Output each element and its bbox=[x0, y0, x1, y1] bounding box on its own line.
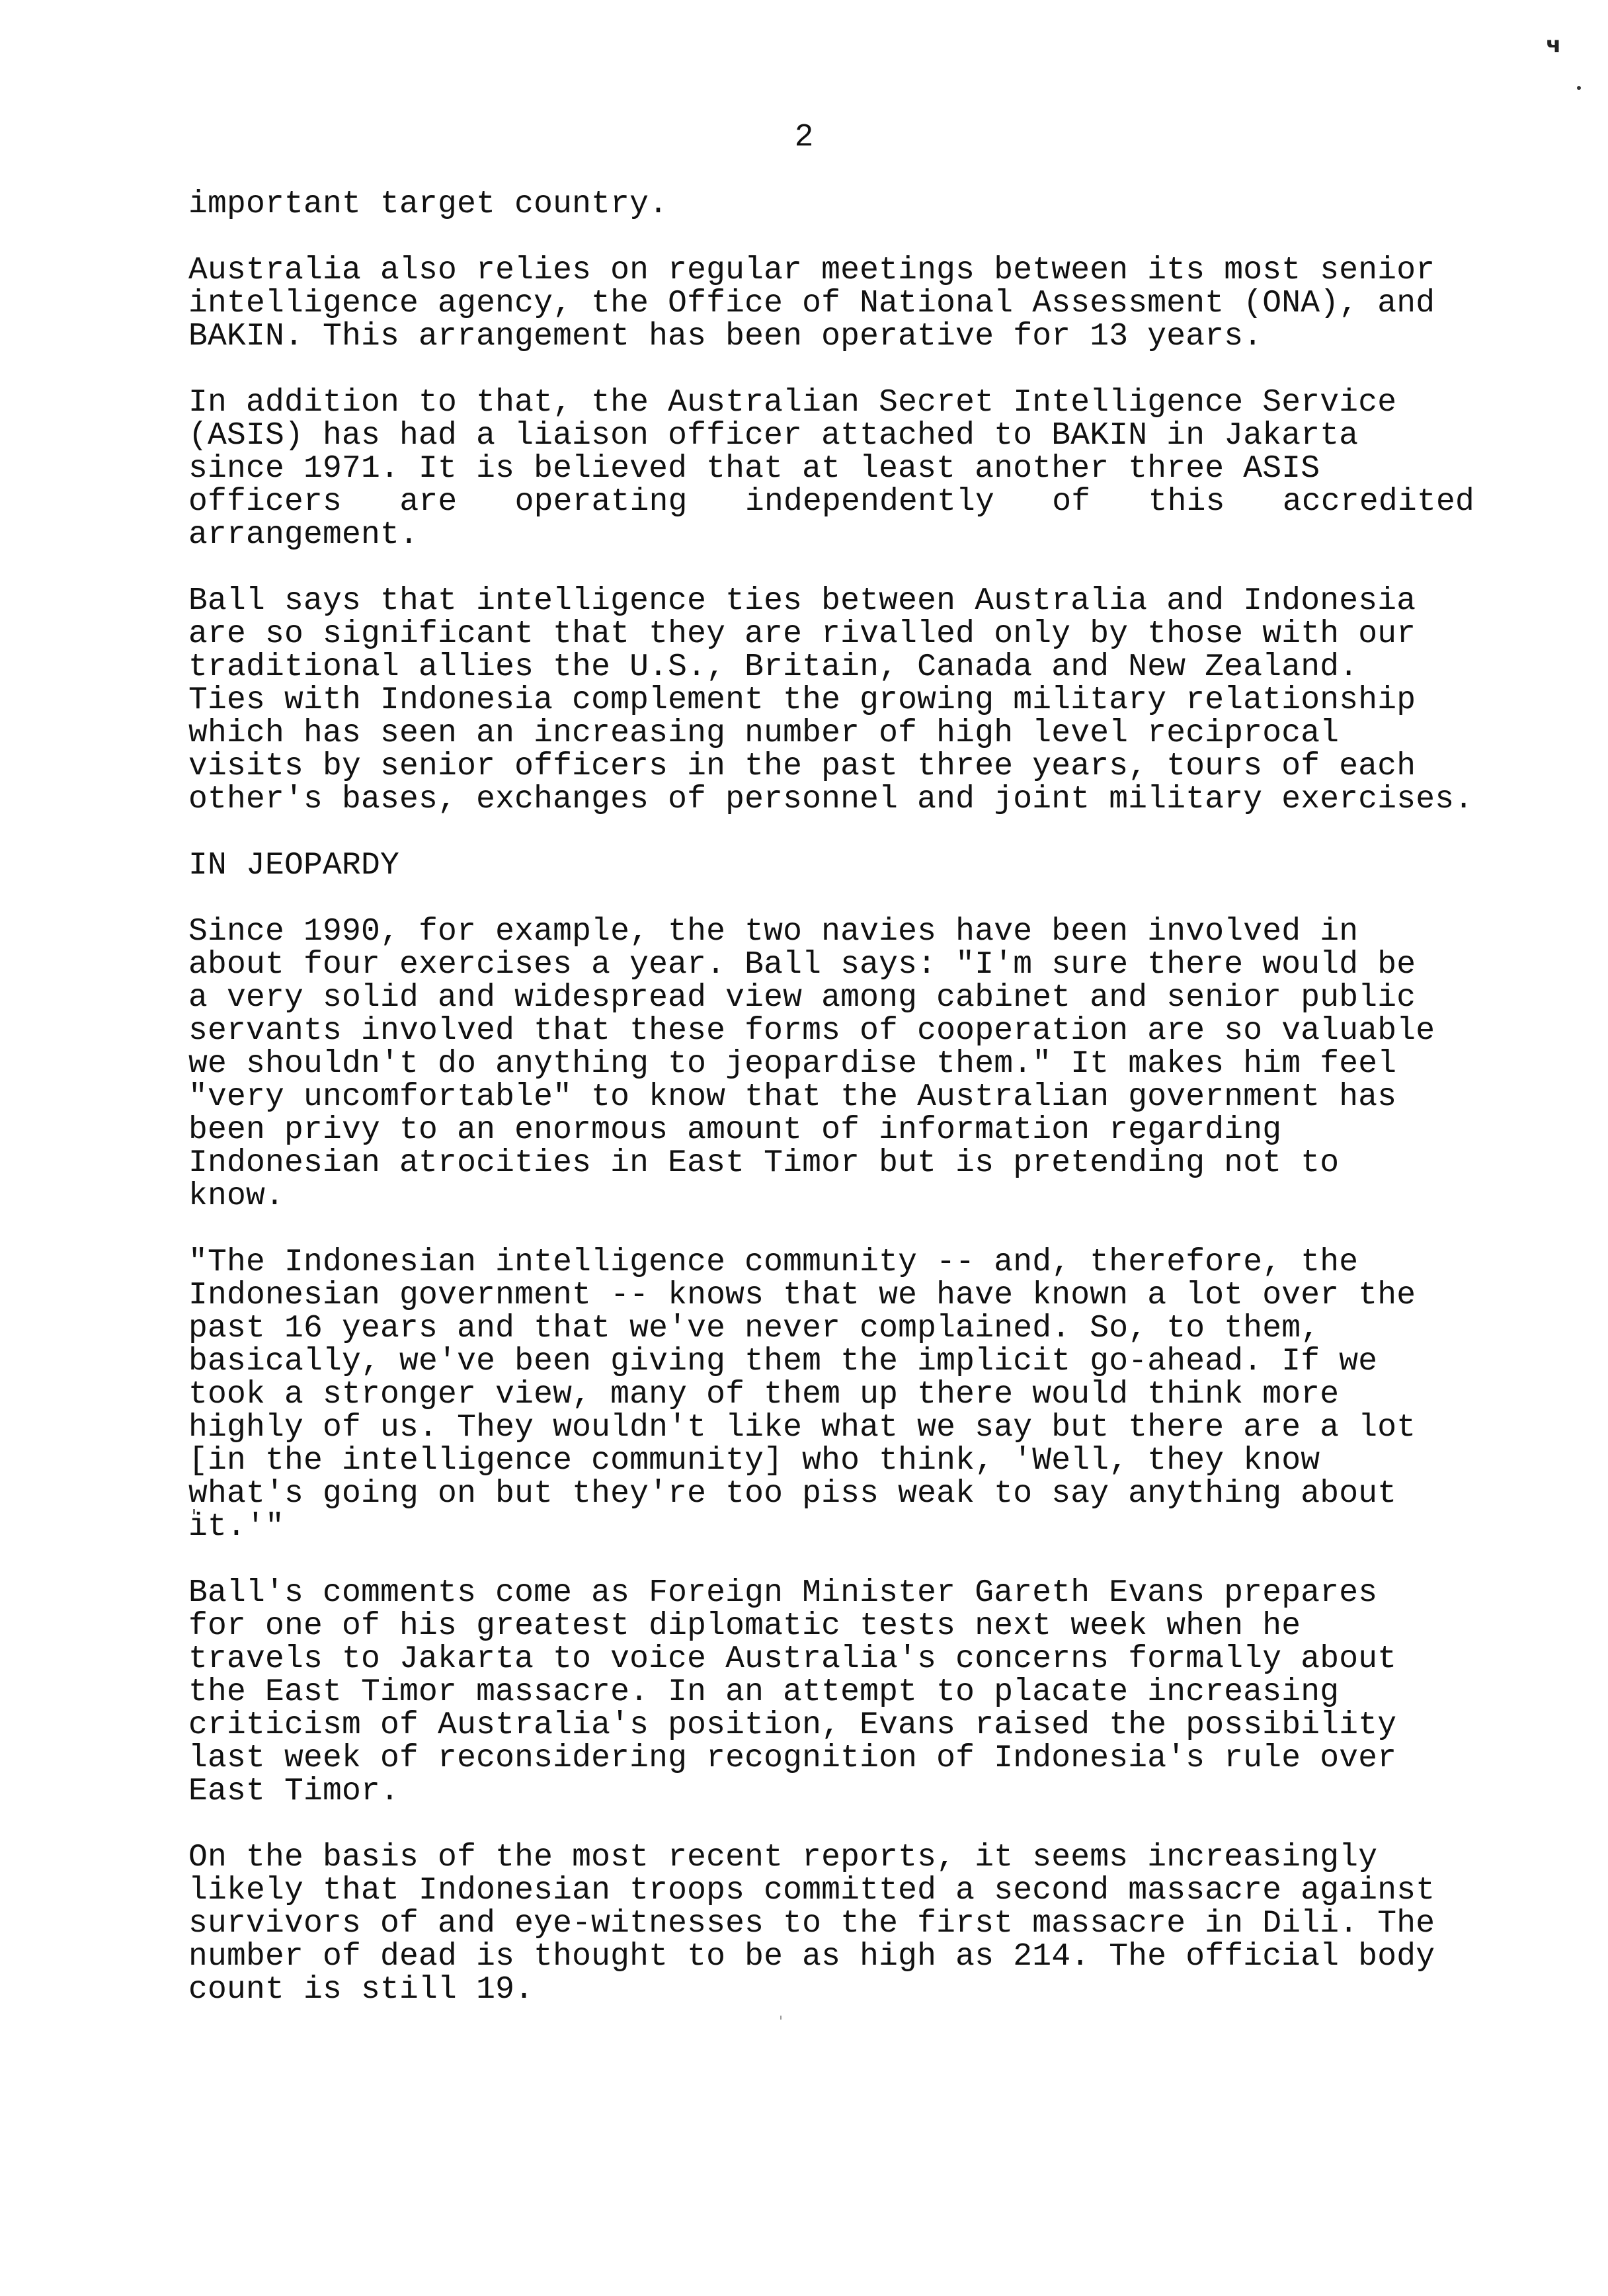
text-line: been privy to an enormous amount of information regarding bbox=[188, 1112, 1282, 1148]
paragraph-7 bbox=[188, 1577, 1484, 1808]
paragraph-6 bbox=[188, 1246, 1484, 1543]
corner-mark-icon: ч bbox=[1546, 32, 1562, 58]
text-line: basically, we've been giving them the implicit go-ahead. If we bbox=[188, 1344, 1378, 1379]
justified-text-line bbox=[188, 485, 1474, 518]
text-line: "very uncomfortable" to know that the Australian government has bbox=[188, 1079, 1397, 1115]
text-line: likely that Indonesian troops committed a second massacre against bbox=[188, 1873, 1435, 1908]
text-line: about four exercises a year. Ball says: "I'm sure there would be bbox=[188, 947, 1416, 983]
scan-dot-icon bbox=[1577, 86, 1581, 90]
page-number: 2 bbox=[794, 120, 814, 155]
text-line: survivors of and eye-witnesses to the first massacre in Dili. The bbox=[188, 1906, 1435, 1942]
text-line: highly of us. They wouldn't like what we say but there are a lot bbox=[188, 1410, 1416, 1446]
text-line: traditional allies the U.S., Britain, Canada and New Zealand. bbox=[188, 649, 1359, 685]
text-line: we shouldn't do anything to jeopardise them." It makes him feel bbox=[188, 1046, 1397, 1082]
text-line: Australia also relies on regular meetings between its most senior bbox=[188, 253, 1435, 288]
text-line: arrangement. bbox=[188, 517, 419, 553]
text-line: travels to Jakarta to voice Australia's concerns formally about bbox=[188, 1641, 1397, 1677]
text-line: Ball says that intelligence ties between Australia and Indonesia bbox=[188, 583, 1416, 619]
text-line: which has seen an increasing number of high level reciprocal bbox=[188, 716, 1340, 751]
text-line: count is still 19. bbox=[188, 1972, 534, 2008]
text-line: Indonesian government -- knows that we have known a lot over the bbox=[188, 1278, 1416, 1313]
paragraph-3 bbox=[188, 386, 1484, 552]
heading-text: IN JEOPARDY bbox=[188, 848, 400, 883]
text-line: the East Timor massacre. In an attempt to placate increasing bbox=[188, 1674, 1340, 1710]
word: accredited bbox=[1282, 484, 1474, 520]
paragraph-2 bbox=[188, 254, 1484, 353]
text-line: "The Indonesian intelligence community -- and, therefore, the bbox=[188, 1245, 1359, 1280]
text-line: [in the intelligence community] who think, 'Well, they know bbox=[188, 1443, 1320, 1479]
text-line: took a stronger view, many of them up there would think more bbox=[188, 1377, 1340, 1413]
text-line: it.'" bbox=[188, 1509, 285, 1545]
text-line: last week of reconsidering recognition of Indonesia's rule over bbox=[188, 1741, 1397, 1776]
text-line: are so significant that they are rivalled only by those with our bbox=[188, 616, 1416, 652]
text-line: intelligence agency, the Office of National Assessment (ONA), and bbox=[188, 286, 1435, 321]
text-line: criticism of Australia's position, Evans raised the possibility bbox=[188, 1707, 1397, 1743]
word: officers bbox=[188, 484, 342, 520]
text-line: servants involved that these forms of cooperation are so valuable bbox=[188, 1013, 1435, 1049]
text-line: for one of his greatest diplomatic tests next week when he bbox=[188, 1608, 1301, 1644]
text-line: a very solid and widespread view among cabinet and senior public bbox=[188, 980, 1416, 1016]
text-line: In addition to that, the Australian Secret Intelligence Service bbox=[188, 385, 1397, 421]
text-line: (ASIS) has had a liaison officer attached to BAKIN in Jakarta bbox=[188, 418, 1359, 454]
paragraph-1 bbox=[188, 188, 1484, 221]
text-line: number of dead is thought to be as high as 214. The official body bbox=[188, 1939, 1435, 1975]
paragraph-4 bbox=[188, 585, 1484, 816]
text-line: know. bbox=[188, 1178, 285, 1214]
text-line: past 16 years and that we've never complained. So, to them, bbox=[188, 1311, 1320, 1346]
body-text bbox=[188, 188, 1484, 2039]
text-line: what's going on but they're too piss weak to say anything about bbox=[188, 1476, 1397, 1512]
word: independently bbox=[744, 484, 995, 520]
word: this bbox=[1148, 484, 1225, 520]
text-line: On the basis of the most recent reports, it seems increasingly bbox=[188, 1840, 1378, 1875]
text-line: Indonesian atrocities in East Timor but is pretending not to bbox=[188, 1145, 1340, 1181]
text-line: since 1971. It is believed that at least another three ASIS bbox=[188, 451, 1320, 487]
word: operating bbox=[514, 484, 688, 520]
text-line: Ball's comments come as Foreign Minister Gareth Evans prepares bbox=[188, 1575, 1378, 1611]
text-line: East Timor. bbox=[188, 1774, 400, 1809]
paragraph-5 bbox=[188, 915, 1484, 1213]
text-line: important target country. bbox=[188, 186, 668, 222]
text-line: BAKIN. This arrangement has been operative for 13 years. bbox=[188, 319, 1263, 354]
text-line: visits by senior officers in the past three years, tours of each bbox=[188, 749, 1416, 784]
word: are bbox=[399, 484, 458, 520]
section-heading bbox=[188, 849, 1484, 882]
text-line: other's bases, exchanges of personnel and joint military exercises. bbox=[188, 782, 1474, 817]
paragraph-8 bbox=[188, 1841, 1484, 2006]
text-line: Ties with Indonesia complement the growing military relationship bbox=[188, 682, 1416, 718]
text-line: Since 1990, for example, the two navies have been involved in bbox=[188, 914, 1359, 950]
word: of bbox=[1052, 484, 1091, 520]
